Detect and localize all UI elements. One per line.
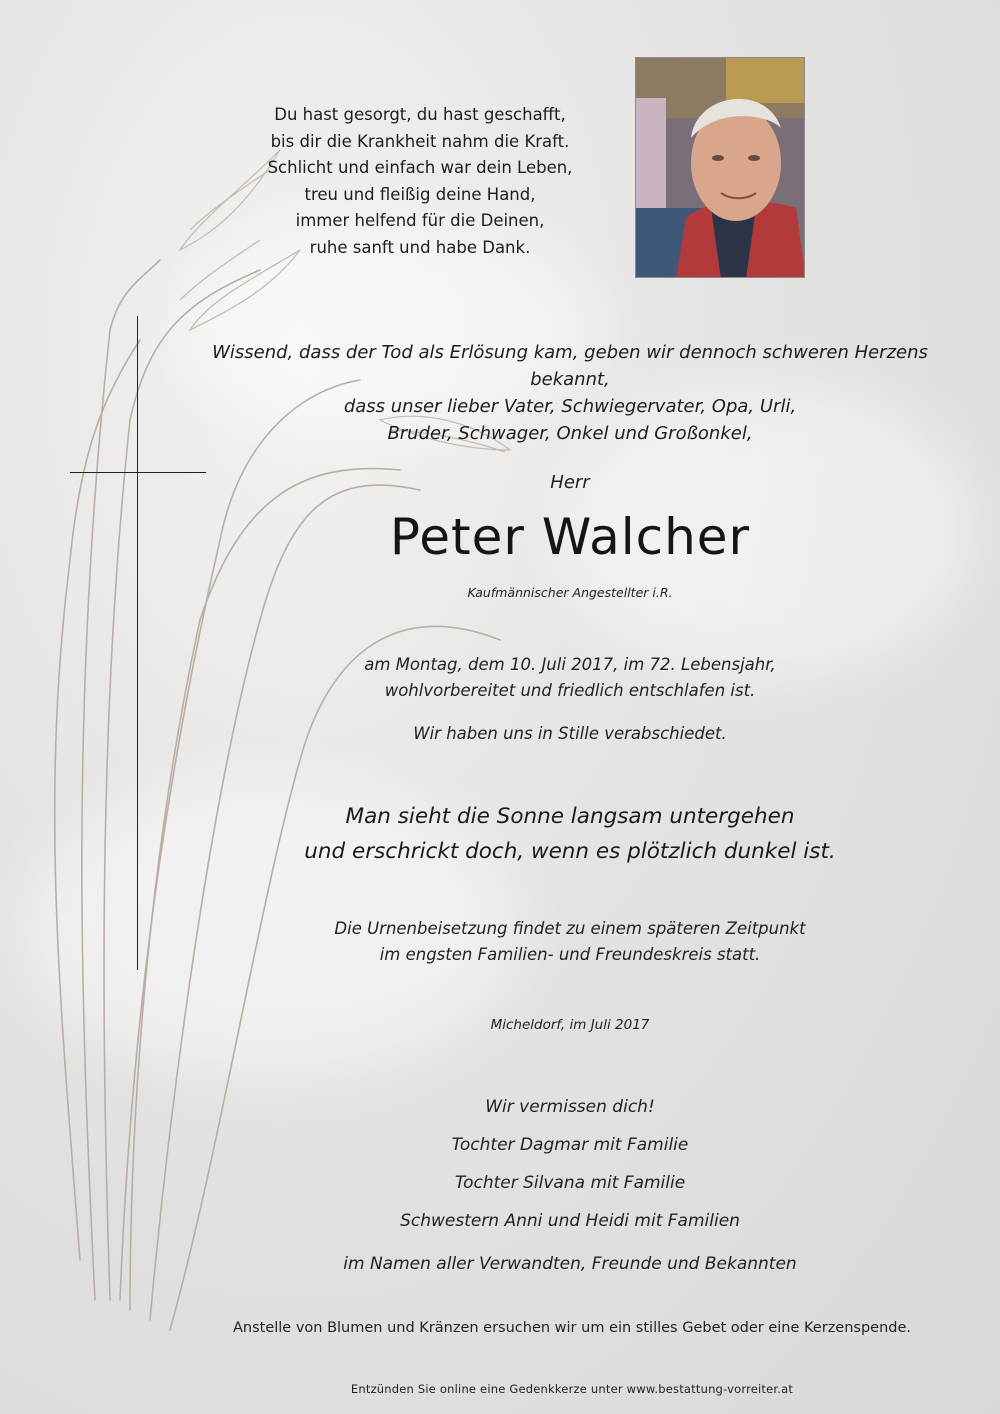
- portrait-photo: [635, 57, 805, 278]
- occupation: Kaufmännischer Angestellter i.R.: [467, 585, 673, 600]
- poem-line: Schlicht und einfach war dein Leben,: [267, 158, 573, 177]
- intro-line: dass unser lieber Vater, Schwiegervater, Opa, Urli,: [343, 396, 797, 417]
- farewell-text: Wir haben uns in Stille verabschiedet.: [413, 724, 727, 743]
- poem-line: treu und fleißig deine Hand,: [304, 184, 536, 204]
- urn-line: im engsten Familien- und Freundeskreis statt.: [379, 945, 761, 964]
- quote: [170, 799, 970, 869]
- place-date: Micheldorf, im Juli 2017: [490, 1017, 650, 1033]
- quote-line: und erschrickt doch, wenn es plötzlich dunkel ist.: [304, 839, 836, 864]
- urn-burial-notice: [170, 916, 970, 968]
- mourner-line: Schwestern Anni und Heidi mit Familien: [400, 1211, 740, 1231]
- deceased-name: Peter Walcher: [389, 508, 751, 566]
- poem-line: Du hast gesorgt, du hast geschafft,: [274, 105, 566, 124]
- mourners-list: [170, 1088, 970, 1240]
- cross-vertical-bar: [137, 316, 138, 970]
- poem-line: bis dir die Krankheit nahm die Kraft.: [270, 131, 570, 151]
- quote-line: Man sieht die Sonne langsam untergehen: [345, 804, 795, 829]
- intro-line: Wissend, dass der Tod als Erlösung kam, geben wir dennoch schweren Herzens bekannt,: [212, 342, 928, 390]
- on-behalf-text: im Namen aller Verwandten, Freunde und Bekannten: [343, 1254, 797, 1274]
- poem-line: ruhe sanft und habe Dank.: [309, 237, 531, 257]
- death-notice-line: am Montag, dem 10. Juli 2017, im 72. Lebensjahr,: [364, 655, 776, 674]
- mourner-line: Wir vermissen dich!: [485, 1097, 655, 1117]
- death-notice-line: wohlvorbereitet und friedlich entschlafen ist.: [384, 681, 756, 700]
- mourner-line: Tochter Dagmar mit Familie: [451, 1135, 689, 1155]
- salutation: Herr: [550, 472, 590, 493]
- announcement-intro: [170, 339, 970, 447]
- death-notice: [170, 652, 970, 704]
- mourner-line: Tochter Silvana mit Familie: [454, 1173, 686, 1193]
- online-candle-link[interactable]: Entzünden Sie online eine Gedenkkerze unter www.bestattung-vorreiter.at: [350, 1382, 794, 1396]
- poem: [240, 102, 600, 261]
- urn-line: Die Urnenbeisetzung findet zu einem späteren Zeitpunkt: [334, 919, 806, 938]
- intro-line: Bruder, Schwager, Onkel und Großonkel,: [387, 423, 753, 444]
- donation-request: Anstelle von Blumen und Kränzen ersuchen wir um ein stilles Gebet oder eine Kerzenspende.: [232, 1320, 912, 1336]
- poem-line: immer helfend für die Deinen,: [295, 211, 545, 230]
